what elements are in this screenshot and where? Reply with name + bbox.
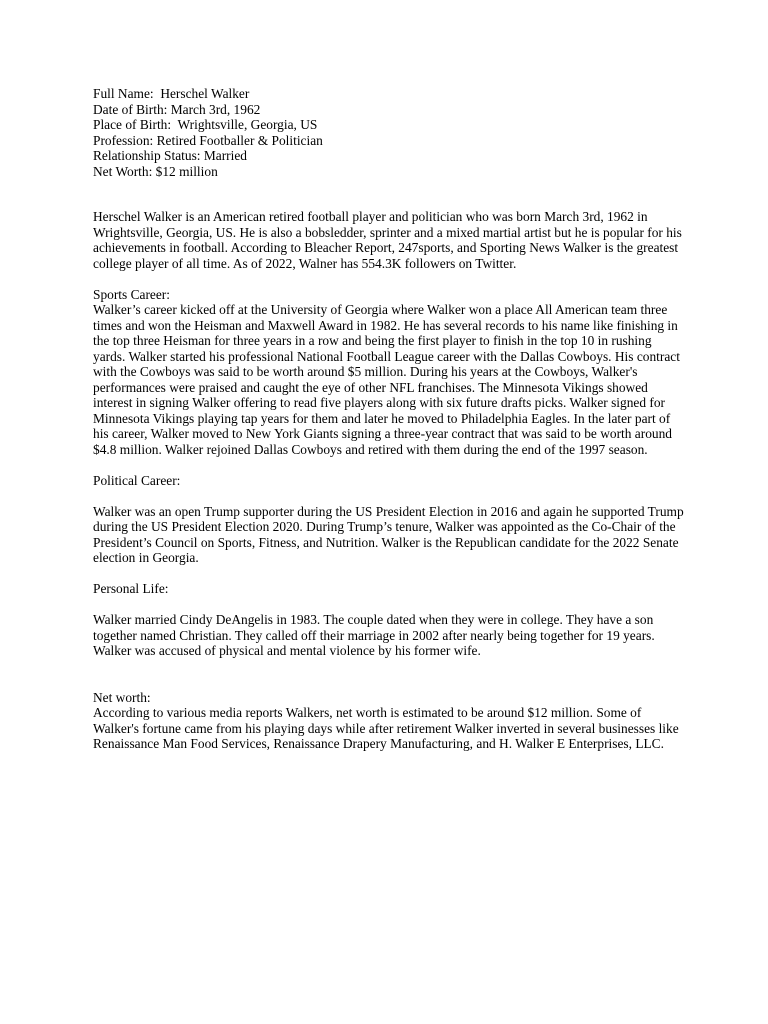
- spacer: [93, 457, 685, 473]
- political-career-heading: Political Career:: [93, 472, 181, 488]
- place-of-birth: Place of Birth: Wrightsville, Georgia, US: [93, 117, 318, 132]
- sports-career-heading: Sports Career:: [93, 286, 170, 302]
- intro-paragraph: Herschel Walker is an American retired football player and politician who was born March 3rd, 1962 in Wrightsville, Georgia, US. He is also a bobsledder, sprinter and a mixed martial artist but he is popular for his achievements in football. According to Bleacher Report, 247sports, and Sporting News Walker is the greatest college player of all time. As of 2022, Walner has 554.3K followers on Twitter.: [93, 209, 682, 271]
- profession: Profession: Retired Footballer & Politician: [93, 132, 323, 148]
- spacer: [93, 488, 685, 504]
- spacer: [93, 659, 685, 690]
- relationship-status: Relationship Status: Married: [93, 148, 247, 163]
- personal-life-heading: Personal Life:: [93, 581, 169, 596]
- net-worth-summary: Net Worth: $12 million: [93, 163, 218, 179]
- political-career-paragraph: Walker was an open Trump supporter during the US President Election in 2016 and again he supported Trump during the US President Election 2020. During Trump’s tenure, Walker was appointed as the Co-Chair of the President’s Council on Sports, Fitness, and Nutrition. Walker is the Republican candidate for the 2022 Senate election in Georgia.: [93, 503, 684, 565]
- spacer: [93, 597, 685, 613]
- document-body: [93, 209, 685, 752]
- profile-block: [93, 86, 693, 179]
- sports-career-paragraph: Walker’s career kicked off at the University of Georgia where Walker won a place All American team three times and won the Heisman and Maxwell Award in 1982. He has several records to his name like finishing in the top three Heisman for three years in a row and being the first player to finish in the top 10 in rushing yards. Walker started his professional National Football League career with the Dallas Cowboys. His contract with the Cowboys was said to be worth around $5 million. During his years at the Cowboys, Walker's performances were praised and caught the eye of other NFL franchises. The Minnesota Vikings showed interest in signing Walker offering to read five players along with six future drafts picks. Walker signed for Minnesota Vikings playing tap years for them and later he moved to Philadelphia Eagles. In the later part of his career, Walker moved to New York Giants signing a three-year contract that was said to be worth around $4.8 million. Walker rejoined Dallas Cowboys and retired with them during the end of the 1997 season.: [93, 302, 680, 457]
- spacer: [93, 566, 685, 582]
- net-worth-paragraph: According to various media reports Walkers, net worth is estimated to be around $12 million. Some of Walker's fortune came from his playing days while after retirement Walker inverted in several businesses like Renaissance Man Food Services, Renaissance Drapery Manufacturing, and H. Walker E Enterprises, LLC.: [93, 705, 679, 751]
- spacer: [93, 271, 685, 287]
- personal-life-paragraph: Walker married Cindy DeAngelis in 1983. The couple dated when they were in college. They have a son together named Christian. They called off their marriage in 2002 after nearly being together for 19 years. Walker was accused of physical and mental violence by his former wife.: [93, 612, 655, 658]
- date-of-birth: Date of Birth: March 3rd, 1962: [93, 101, 261, 117]
- net-worth-heading: Net worth:: [93, 689, 151, 705]
- full-name: Full Name: Herschel Walker: [93, 86, 250, 101]
